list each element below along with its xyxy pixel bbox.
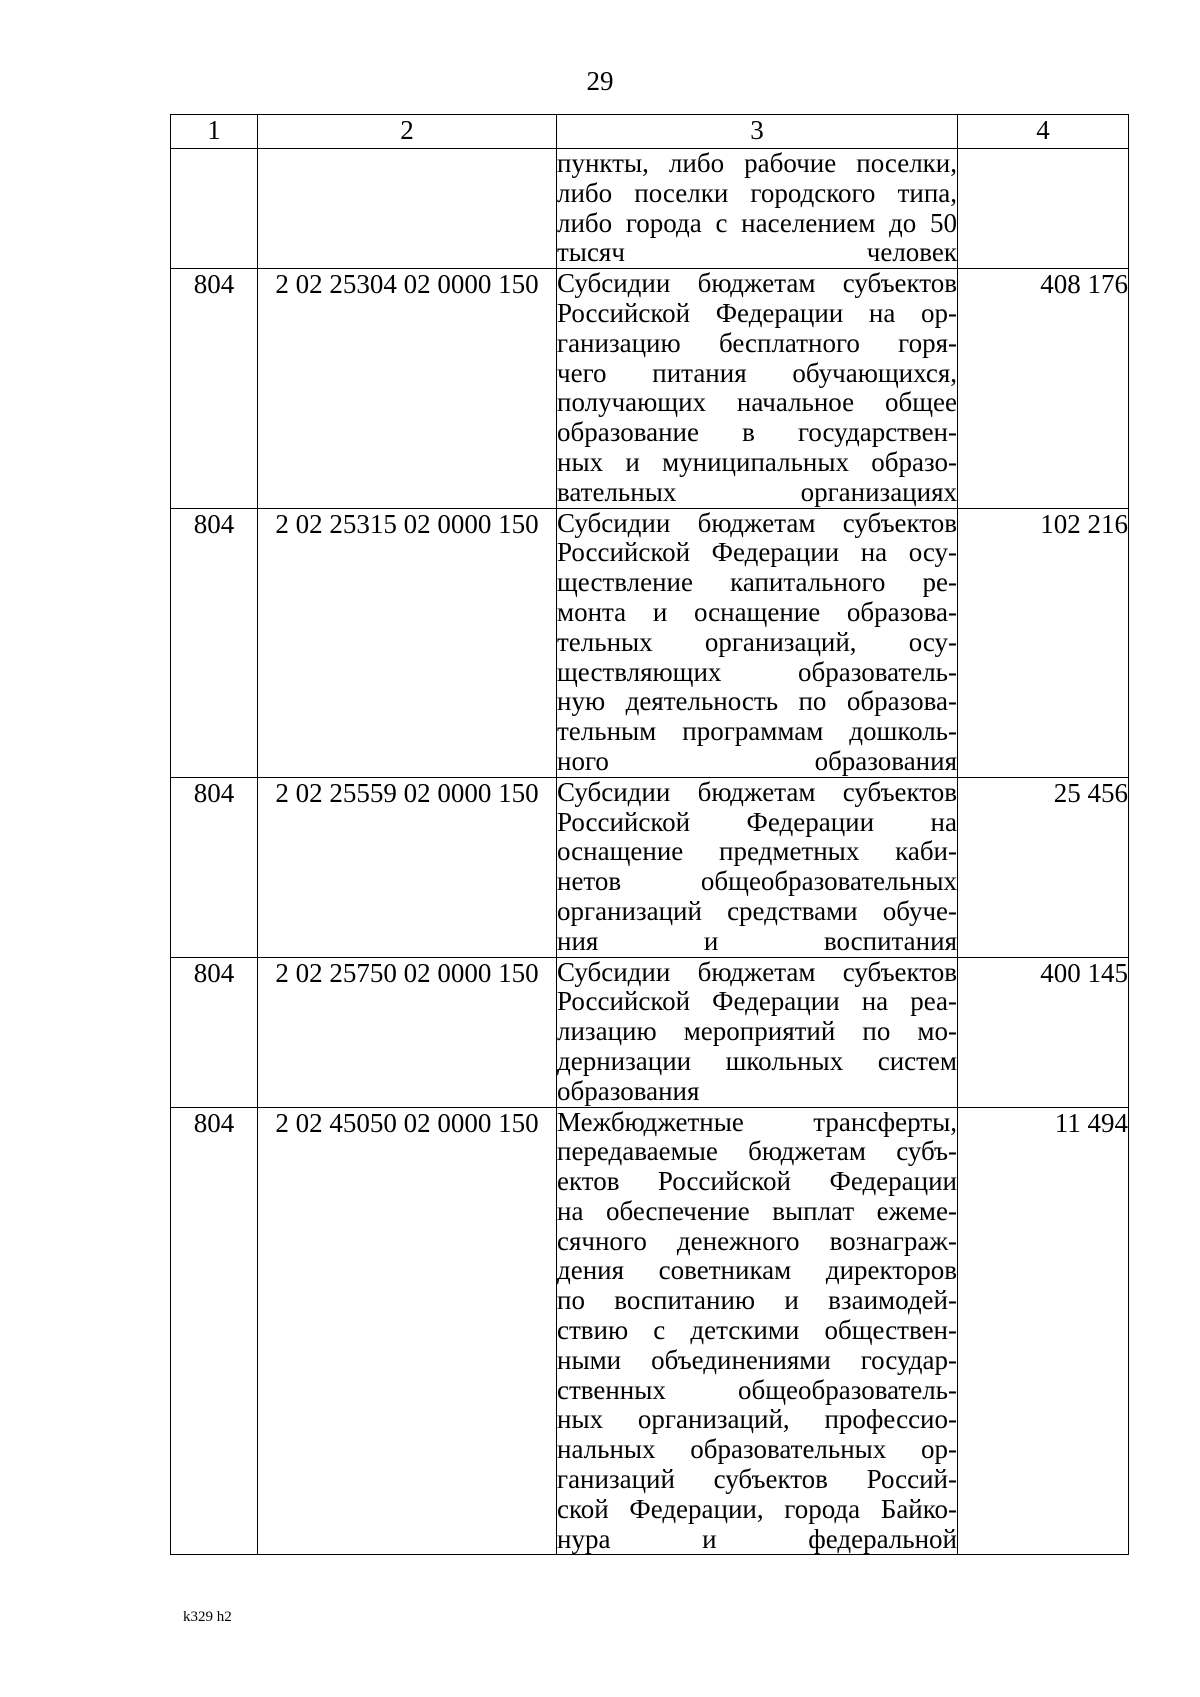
amount-cell: 102 216 bbox=[958, 508, 1129, 777]
description-line: Российской Федерации на bbox=[557, 806, 957, 837]
budget-code-cell: 2 02 25304 02 0000 150 bbox=[258, 269, 557, 508]
description-line: тельным программам дошколь- bbox=[557, 716, 957, 747]
description-line: либо поселки городского типа, bbox=[557, 177, 957, 208]
table-row bbox=[171, 508, 1129, 777]
admin-code-cell: 804 bbox=[171, 777, 258, 957]
description-line: образования bbox=[557, 1075, 700, 1106]
description-cell bbox=[557, 508, 958, 777]
page-number: 29 bbox=[586, 66, 614, 96]
description-line: по воспитанию и взаимодей- bbox=[557, 1285, 957, 1316]
description-line: дения советникам директоров bbox=[557, 1255, 957, 1286]
description-line: нетов общеобразовательных bbox=[557, 866, 957, 897]
description-line: ствию с детскими обществен- bbox=[557, 1315, 957, 1346]
description-line: нальных образовательных ор- bbox=[557, 1434, 957, 1465]
description-line: Российской Федерации на ор- bbox=[557, 297, 957, 328]
table-row bbox=[171, 777, 1129, 957]
table-header-row bbox=[171, 115, 1129, 149]
header-col-2: 2 bbox=[258, 115, 557, 149]
description-line: организаций средствами обуче- bbox=[557, 895, 957, 926]
description-cell bbox=[557, 149, 958, 269]
description-line: ектов Российской Федерации bbox=[557, 1166, 957, 1197]
header-col-4: 4 bbox=[958, 115, 1129, 149]
admin-code-cell: 804 bbox=[171, 269, 258, 508]
admin-code-cell: 804 bbox=[171, 957, 258, 1107]
description-line: ного образования bbox=[557, 745, 957, 776]
description-line: чего питания обучающихся, bbox=[557, 357, 957, 388]
amount-cell: 25 456 bbox=[958, 777, 1129, 957]
description-line: пункты, либо рабочие поселки, bbox=[557, 148, 957, 178]
admin-code-cell: 804 bbox=[171, 1107, 258, 1555]
table-row bbox=[171, 1107, 1129, 1555]
amount-cell: 11 494 bbox=[958, 1107, 1129, 1555]
budget-code-cell bbox=[258, 149, 557, 269]
description-cell bbox=[557, 269, 958, 508]
description-line: дернизации школьных систем bbox=[557, 1045, 957, 1076]
budget-table bbox=[170, 114, 1129, 1555]
table-row bbox=[171, 269, 1129, 508]
description-line: ственных общеобразователь- bbox=[557, 1374, 957, 1405]
description-line: Межбюджетные трансферты, bbox=[557, 1106, 957, 1137]
description-line: передаваемые бюджетам субъ- bbox=[557, 1136, 957, 1167]
description-line: Субсидии бюджетам субъектов bbox=[557, 956, 957, 987]
description-line: оснащение предметных каби- bbox=[557, 836, 957, 867]
description-line: ную деятельность по образова- bbox=[557, 686, 957, 717]
description-cell bbox=[557, 777, 958, 957]
description-line: ской Федерации, города Байко- bbox=[557, 1493, 957, 1524]
description-line: вательных организациях bbox=[557, 476, 957, 507]
admin-code-cell bbox=[171, 149, 258, 269]
description-line: ществляющих образователь- bbox=[557, 656, 957, 687]
description-line: сячного денежного вознаграж- bbox=[557, 1225, 957, 1256]
description-line: нура и федеральной bbox=[557, 1523, 957, 1554]
admin-code-cell: 804 bbox=[171, 508, 258, 777]
budget-code-cell: 2 02 45050 02 0000 150 bbox=[258, 1107, 557, 1555]
description-cell bbox=[557, 1107, 958, 1555]
description-line: Субсидии бюджетам субъектов bbox=[557, 776, 957, 807]
description-line: либо города с населением до 50 bbox=[557, 207, 957, 238]
description-line: ными объединениями государ- bbox=[557, 1344, 957, 1375]
description-line: ных и муниципальных образо- bbox=[557, 446, 957, 477]
description-line: ных организаций, профессио- bbox=[557, 1404, 957, 1435]
budget-code-cell: 2 02 25559 02 0000 150 bbox=[258, 777, 557, 957]
description-line: Субсидии бюджетам субъектов bbox=[557, 507, 957, 538]
description-line: лизацию мероприятий по мо- bbox=[557, 1016, 957, 1047]
description-line: Российской Федерации на реа- bbox=[557, 986, 957, 1017]
description-line: тысяч человек bbox=[557, 237, 957, 268]
header-col-3: 3 bbox=[557, 115, 958, 149]
description-line: на обеспечение выплат ежеме- bbox=[557, 1195, 957, 1226]
description-line: образование в государствен- bbox=[557, 417, 957, 448]
footer-code: k329 h2 bbox=[183, 1609, 232, 1625]
amount-cell: 400 145 bbox=[958, 957, 1129, 1107]
amount-cell: 408 176 bbox=[958, 269, 1129, 508]
description-line: монта и оснащение образова- bbox=[557, 596, 957, 627]
table-row bbox=[171, 149, 1129, 269]
description-line: Российской Федерации на осу- bbox=[557, 537, 957, 568]
table-body bbox=[171, 149, 1129, 1555]
amount-cell bbox=[958, 149, 1129, 269]
budget-code-cell: 2 02 25315 02 0000 150 bbox=[258, 508, 557, 777]
budget-code-cell: 2 02 25750 02 0000 150 bbox=[258, 957, 557, 1107]
description-line: ганизацию бесплатного горя- bbox=[557, 327, 957, 358]
description-line: ганизаций субъектов Россий- bbox=[557, 1464, 957, 1495]
description-line: ществление капитального ре- bbox=[557, 567, 957, 598]
description-line: получающих начальное общее bbox=[557, 387, 957, 418]
description-line: тельных организаций, осу- bbox=[557, 626, 957, 657]
description-line: ния и воспитания bbox=[557, 925, 957, 956]
header-col-1: 1 bbox=[171, 115, 258, 149]
table-row bbox=[171, 957, 1129, 1107]
description-line: Субсидии бюджетам субъектов bbox=[557, 268, 957, 299]
description-cell bbox=[557, 957, 958, 1107]
